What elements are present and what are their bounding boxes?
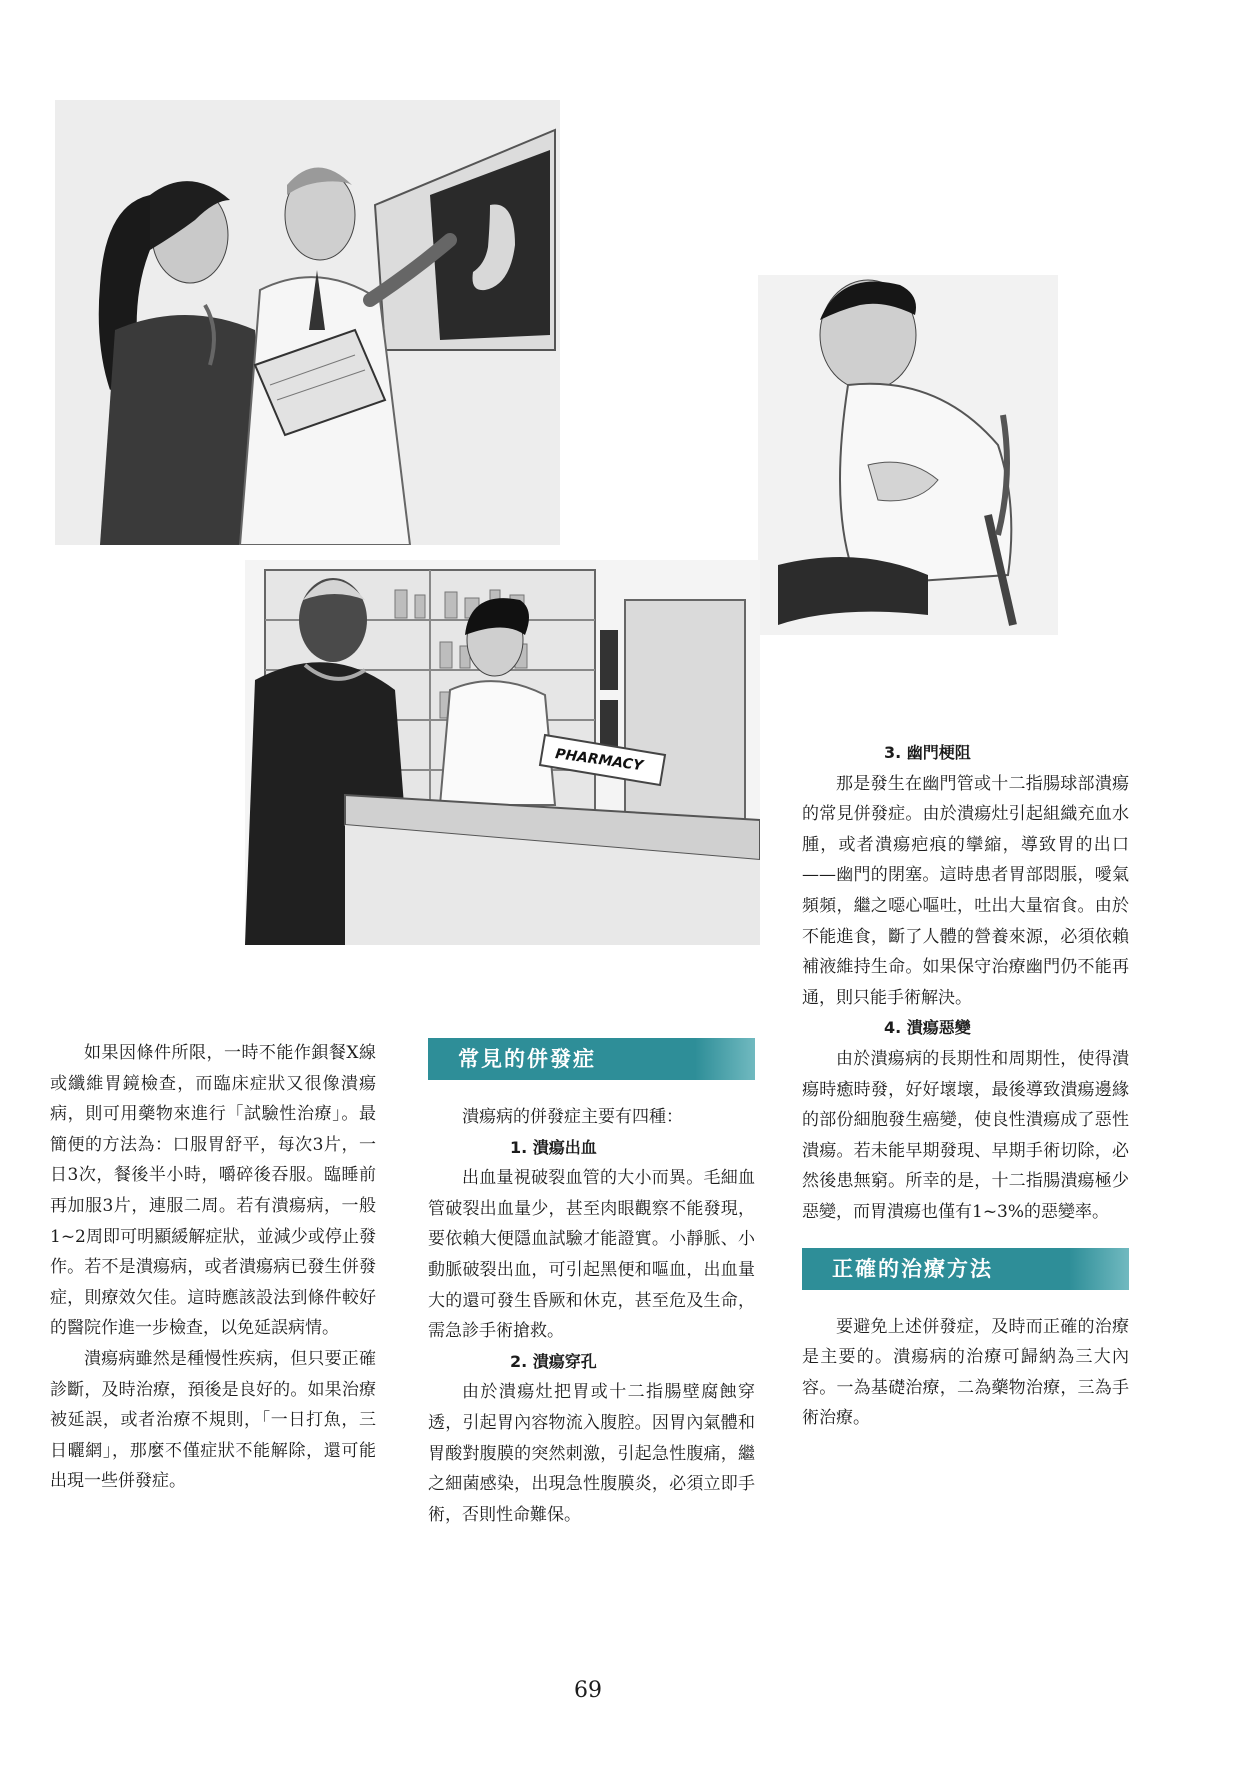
column-right	[802, 738, 1129, 1434]
pharmacy-illustration	[245, 560, 760, 945]
subheading: 4. 潰瘍惡變	[884, 1018, 971, 1038]
paragraph: 那是發生在幽門管或十二指腸球部潰瘍的常見併發症。由於潰瘍灶引起組織充血水腫，或者潰瘍疤痕的攣縮，導致胃的出口——幽門的閉塞。這時患者胃部悶脹，噯氣頻頻，繼之噁心嘔吐，吐出大量宿食。由於不能進食，斷了人體的營養來源，必須依賴補液維持生命。如果保守治療幽門仍不能再通，則只能手術解決。	[802, 773, 1129, 1008]
doctor-patient-xray-illustration-icon	[55, 100, 560, 545]
stomach-pain-illustration	[758, 275, 1058, 635]
section-title: 常見的併發症	[458, 1047, 596, 1071]
section-banner-complications	[428, 1038, 755, 1080]
subheading: 3. 幽門梗阻	[884, 743, 971, 762]
column-left	[50, 1038, 376, 1497]
paragraph: 要避免上述併發症，及時而正確的治療是主要的。潰瘍病的治療可歸納為三大內容。一為基礎治療，二為藥物治療，三為手術治療。	[802, 1316, 1129, 1429]
pharmacy-sign-text: PHARMACY	[554, 746, 644, 775]
section-banner-treatment	[802, 1248, 1129, 1290]
paragraph: 潰瘍病雖然是種慢性疾病，但只要正確診斷，及時治療，預後是良好的。如果治療被延誤，或者治療不規則，「一日打魚，三日曬網」，那麼不僅症狀不能解除，還可能出現一些併發症。	[50, 1348, 376, 1492]
section-title: 正確的治療方法	[832, 1256, 993, 1281]
column-middle	[428, 1038, 755, 1530]
paragraph: 由於潰瘍病的長期性和周期性，使得潰瘍時癒時發，好好壞壞，最後導致潰瘍邊緣的部份細胞發生癌變，使良性潰瘍成了惡性潰瘍。若未能早期發現、早期手術切除，必然後患無窮。所幸的是，十二指腸潰瘍極少惡變，而胃潰瘍也僅有1~3%的惡變率。	[802, 1048, 1129, 1222]
paragraph: 由於潰瘍灶把胃或十二指腸壁腐蝕穿透，引起胃內容物流入腹腔。因胃內氣體和胃酸對腹膜的突然刺激，引起急性腹痛，繼之細菌感染，出現急性腹膜炎，必須立即手術，否則性命難保。	[428, 1382, 755, 1525]
subheading: 1. 潰瘍出血	[510, 1137, 597, 1157]
pharmacy-counter-illustration-icon	[245, 560, 760, 945]
xray-illustration	[55, 100, 560, 545]
paragraph: 出血量視破裂血管的大小而異。毛細血管破裂出血量少，甚至肉眼觀察不能發現，要依賴大便隱血試驗才能證實。小靜脈、小動脈破裂出血，可引起黑便和嘔血，出血量大的還可發生昏厥和休克，甚至危及生命，需急診手術搶救。	[428, 1168, 755, 1342]
paragraph: 如果因條件所限，一時不能作鋇餐X線或纖維胃鏡檢查，而臨床症狀又很像潰瘍病，則可用藥物來進行「試驗性治療」。最簡便的方法為：口服胃舒平，每次3片，一日3次，餐後半小時，嚼碎後吞服。臨睡前再加服3片，連服二周。若有潰瘍病，一般1~2周即可明顯緩解症狀，並減少或停止發作。若不是潰瘍病，或者潰瘍病已發生併發症，則療效欠佳。這時應該設法到條件較好的醫院作進一步檢查，以免延誤病情。	[50, 1043, 376, 1339]
subheading: 2. 潰瘍穿孔	[510, 1351, 597, 1371]
paragraph: 潰瘍病的併發症主要有四種：	[462, 1107, 683, 1127]
man-stomach-pain-illustration-icon	[758, 275, 1058, 635]
page-number: 69	[574, 1678, 602, 1703]
